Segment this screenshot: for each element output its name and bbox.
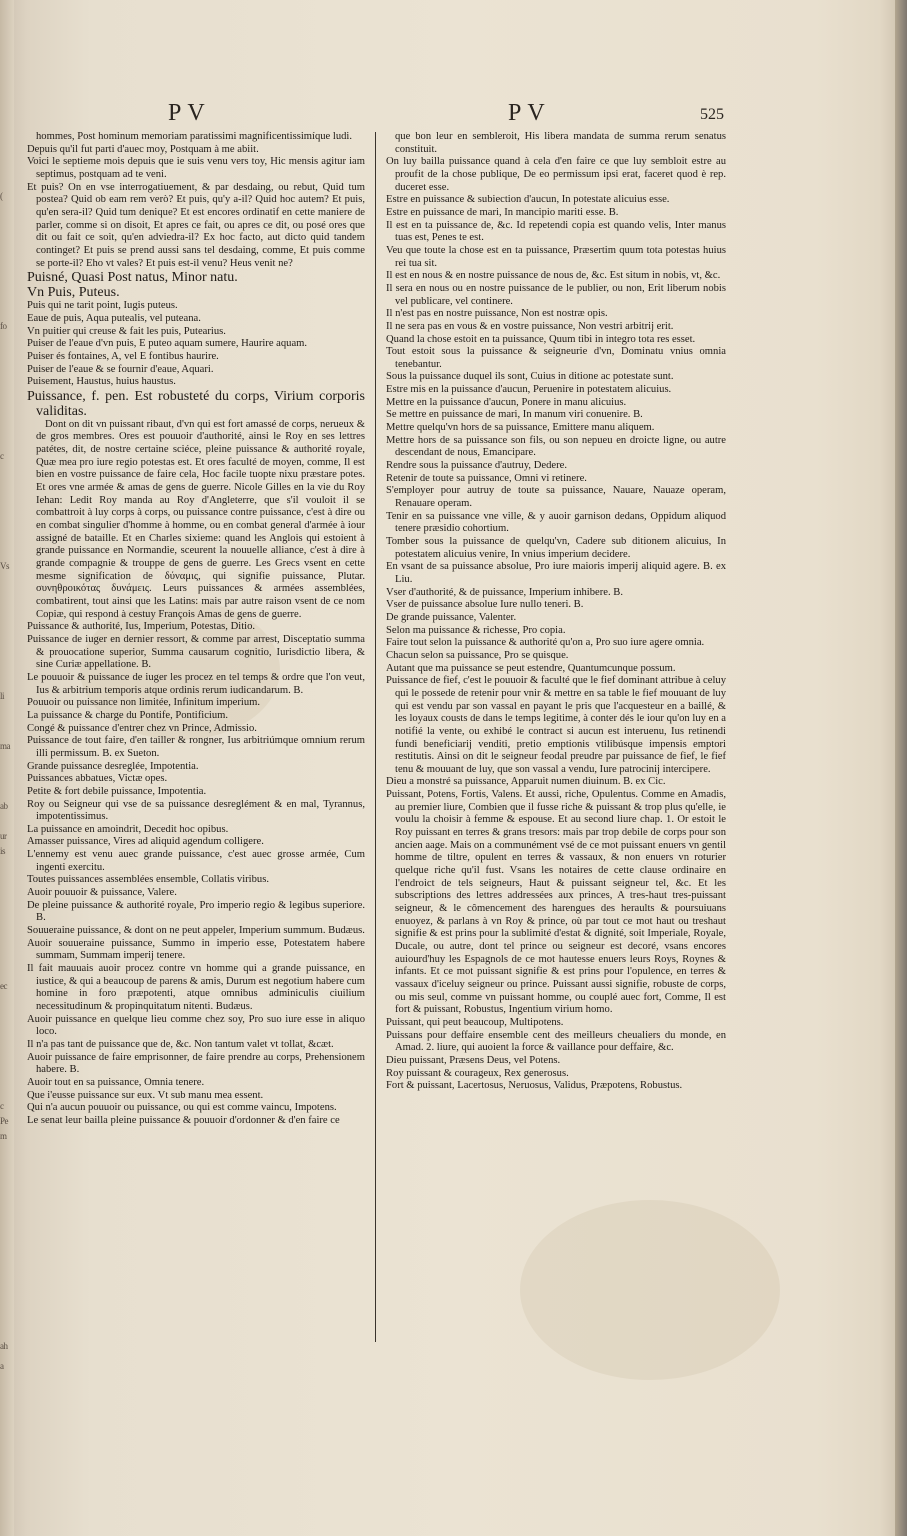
dictionary-entry: L'ennemy est venu auec grande puissance, c'est auec grosse armée, Cum ingenti exercitu.: [27, 849, 365, 873]
dictionary-entry: Quand la chose estoit en ta puissance, Quum tibi in integro tota res esset.: [386, 333, 696, 345]
dictionary-entry: Sous la puissance duquel ils sont, Cuius in ditione ac potestate sunt.: [386, 371, 674, 383]
dictionary-entry: Souueraine puissance, & dont on ne peut appeler, Imperium summum. Budæus.: [27, 925, 365, 937]
left-running-head: PV: [168, 100, 211, 126]
dictionary-entry: Auoir souueraine puissance, Summo in imperio esse, Potestatem habere summam, Summam imperij tenere.: [27, 937, 365, 962]
dictionary-entry: Puissance de tout faire, d'en tailler & rongner, Ius arbitriúmque omnium rerum illi permissum. B. ex Sueton.: [27, 735, 365, 759]
dictionary-entry: Puissance & authorité, Ius, Imperium, Potestas, Ditio.: [27, 621, 256, 633]
page-number: 525: [700, 106, 724, 123]
dictionary-entry: La puissance en amoindrit, Decedit hoc opibus.: [27, 823, 229, 835]
dictionary-entry: Congé & puissance d'entrer chez vn Prince, Admissio.: [27, 722, 257, 734]
dictionary-entry: S'employer pour autruy de toute sa puissance, Nauare, Nauaze operam, Renauare operam.: [386, 485, 726, 510]
dictionary-entry: Il fait mauuais auoir procez contre vn homme qui a grande puissance, en iustice, & qui a beaucoup de parens & amis, Durum est negotium habere cum homine in foro præpotenti, atque omnibus adminiculis ciuilium necessitudinum & propinquitatum nitenti. Budæus.: [27, 963, 365, 1012]
dictionary-entry: On luy bailla puissance quand à cela d'en faire ce que luy sembloit estre au proufit de la chose publique, De eo permissum ipsi erat, faceret quod è rep. duceret esse.: [386, 156, 726, 193]
bleed-fragment: a: [0, 1361, 4, 1371]
dictionary-entry: Fort & puissant, Lacertosus, Neruosus, Validus, Præpotens, Robustus.: [386, 1080, 683, 1092]
bleed-fragment: ma: [0, 741, 10, 751]
dictionary-entry: Roy puissant & courageux, Rex generosus.: [386, 1067, 569, 1079]
dictionary-entry: Puiser de l'eaue & se fournir d'eaue, Aquari.: [27, 363, 214, 375]
dictionary-entry: Et puis? On en vse interrogatiuement, & par desdaing, ou rebut, Quid tum postea? Quid ob eam rem verò? Et puis, qu'y a-il? Quid hoc autem? Et puis, qu'en sera-il? Quid tum denique? Et est encores ordinatif en cette maniere de parler, comme si on disoit, Et apres ce fait, ou apres ce dit, ou posé ores que dit ou fait ce soit, qu'en adviedra-il? Ex hoc facto, aut dicto quid tandem continget? Et puis se prend aussi sans tel desdaing, comme, Et puis comme se porte-il? Eho vt vales? Et puis est-il venu? Heus venit ne?: [27, 181, 365, 269]
dictionary-entry: Faire tout selon la puissance & authorité qu'on a, Pro suo iure agere omnia.: [386, 637, 705, 649]
dictionary-entry: Puissance de fief, c'est le pouuoir & faculté que le fief dominant attribue à celuy qui le possede de retenir pour vnir & mettre en sa table le fief mouuant de luy qui est vendu par son vassal en payant le pris que l'acquesteur en a baillé, & les loyaux cousts de dans le temps legitime, à conter dés le iour qu'on luy en a notifié la vente, ou exhibé le contract si aucun est interuenu, Ius retinendi fundi beneficiarij venditi, pretio emptionis vtilibúsque impensis emptori restitutis. Ainsi on dit le seigneur feodal preudre par puissance de fief, le fief tenu & mouuant de luy, que son vassal a vendu, Iure patrocinij intercipere.: [386, 675, 726, 775]
dictionary-entry: Puissance de iuger en dernier ressort, & comme par arrest, Disceptatio summa & prouocatione superior, Summa causarum cognitio, Iurisdictio libera, & sine Curiæ appellatione. B.: [27, 633, 365, 671]
dictionary-entry: hommes, Post hominum memoriam paratissimi magnificentissimíque ludi.: [36, 131, 353, 142]
dictionary-entry: De pleine puissance & authorité royale, Pro imperio regio & legibus superiore. B.: [27, 899, 365, 924]
dictionary-entry: que bon leur en sembleroit, His libera mandata de summa rerum senatus constituit.: [395, 131, 726, 155]
dictionary-entry: Auoir tout en sa puissance, Omnia tenere.: [27, 1076, 205, 1088]
bleed-fragment: Pe: [0, 1116, 8, 1126]
dictionary-entry: Puissant, qui peut beaucoup, Multipotens.: [386, 1016, 564, 1028]
dictionary-entry: Puissans pour deffaire ensemble cent des meilleurs cheualiers du monde, en Amad. 2. liure, qui auoient la force & vaillance pour deffaire, &c.: [386, 1029, 726, 1054]
dictionary-entry: Mettre quelqu'vn hors de sa puissance, Emittere manu aliquem.: [386, 422, 655, 434]
dictionary-entry: Auoir puissance de faire emprisonner, de faire prendre au corps, Prehensionem habere. B.: [27, 1051, 365, 1076]
dictionary-entry: Dont on dit vn puissant ribaut, d'vn qui est fort amassé de corps, nerueux & de gros membres. Ores est pouuoir d'authorité, ainsi le Roy en ses lettres patétes, dit, de nostre certaine sciéce, pleine puissance & authorité royale, Quæ mea pro iure regio potestas est. Et ores faculté de moyen, comme, Il est bien en vostre puissance de faire cela, Hoc facile tuopte nixu præstare potes. Et ores vne armée & amas de gens de guerre. Nicole Gilles en la vie du Roy Iehan: Ledit Roy manda au Roy d'Angleterre, que s'il vouloit il se combattroit à luy corps à corps, ou puissance contre puissance, c'est à dire ou en combat singulier d'homme à homme, ou en combat general d'armée à iour assigné de bataille. Et en Charles sixieme: quand les Anglois qui estoient à grande puissance en Normandie, sceurent la nouuelle alliance, c'est à dire à grande compagnie & trouppe de gens de guerre. Les Grecs vsent en cette mesme signification de δύναμις, qui signifie puissance, Plutar. συνηθροικότας δυνάμεις. Leurs puissances & armées assemblées, combatirent, tout ainsi que les Latins: mais par autre raison vsent de ce nom Copiæ, qui respond à cestuy François Amas de gens de guerre.: [36, 418, 365, 620]
dictionary-entry: Tout estoit sous la puissance & seigneurie d'vn, Dominatu vnius omnia tenebantur.: [386, 346, 726, 370]
bleed-fragment: ec: [0, 981, 7, 991]
dictionary-entry: Estre en puissance & subiection d'aucun, In potestate alicuius esse.: [386, 194, 670, 206]
dictionary-entry: Il est en nous & en nostre puissance de nous de, &c. Est situm in nobis, vt, &c.: [386, 270, 721, 282]
dictionary-entry: Eaue de puis, Aqua putealis, vel puteana.: [27, 312, 201, 324]
dictionary-entry: Vn puitier qui creuse & fait les puis, Putearius.: [27, 325, 226, 337]
dictionary-entry: Le senat leur bailla pleine puissance & pouuoir d'ordonner & d'en faire ce: [27, 1114, 340, 1126]
bleed-fragment: m: [0, 1131, 7, 1141]
bleed-fragment: is: [0, 846, 6, 856]
bleed-fragment: ah: [0, 1341, 8, 1351]
dictionary-entry: Auoir puissance en quelque lieu comme chez soy, Pro suo iure esse in aliquo loco.: [27, 1013, 365, 1038]
bleed-fragment: ur: [0, 831, 7, 841]
dictionary-entry: Il sera en nous ou en nostre puissance de le publier, ou non, Erit liberum nobis vel publicare, vel continere.: [386, 282, 726, 307]
bleed-fragment: (: [0, 191, 3, 201]
dictionary-entry: Dieu puissant, Præsens Deus, vel Potens.: [386, 1054, 561, 1066]
dictionary-entry: Puiser de l'eaue d'vn puis, E puteo aquam sumere, Haurire aquam.: [27, 338, 308, 350]
bleed-fragment: fo: [0, 321, 7, 331]
dictionary-entry: Amasser puissance, Vires ad aliquid agendum colligere.: [27, 836, 264, 848]
dictionary-entry: Autant que ma puissance se peut estendre, Quantumcunque possum.: [386, 662, 676, 674]
dictionary-entry: Mettre hors de sa puissance son fils, ou son nepueu en droicte ligne, ou autre descendant de nous, Emancipare.: [386, 434, 726, 459]
dictionary-entry: Chacun selon sa puissance, Pro se quisque.: [386, 649, 569, 661]
dictionary-entry: Vn Puis, Puteus.: [27, 285, 120, 301]
dictionary-entry: Veu que toute la chose est en ta puissance, Præsertim quum tota potestas huius rei tua sit.: [386, 244, 726, 269]
dictionary-entry: Puisement, Haustus, huius haustus.: [27, 376, 176, 388]
right-running-head: PV: [508, 100, 551, 126]
dictionary-entry: Estre en puissance de mari, In mancipio mariti esse. B.: [386, 206, 619, 218]
dictionary-entry: Auoir pouuoir & puissance, Valere.: [27, 887, 177, 899]
dictionary-entry: Selon ma puissance & richesse, Pro copia.: [386, 624, 566, 636]
dictionary-entry: Puissance, f. pen. Est robusteté du corps, Virium corporis validitas.: [27, 388, 365, 419]
dictionary-entry: Depuis qu'il fut parti d'auec moy, Postquam à me abiit.: [27, 143, 259, 155]
dictionary-entry: Estre mis en la puissance d'aucun, Peruenire in potestatem alicuius.: [386, 384, 672, 396]
dictionary-entry: Petite & fort debile puissance, Impotentia.: [27, 785, 207, 797]
running-header: [0, 100, 907, 130]
dictionary-entry: Vser d'authorité, & de puissance, Imperium inhibere. B.: [386, 586, 623, 598]
bleed-fragment: Vs: [0, 561, 10, 571]
dictionary-entry: Grande puissance desreglée, Impotentia.: [27, 760, 199, 772]
dictionary-entry: Retenir de toute sa puissance, Omni vi retinere.: [386, 472, 587, 484]
paper-stain: [520, 1200, 780, 1380]
dictionary-entry: Puissances abbatues, Victæ opes.: [27, 773, 168, 785]
dictionary-entry: Voici le septieme mois depuis que ie suis venu vers toy, Hic mensis agitur iam septimus, postquam ad te veni.: [27, 156, 365, 180]
column-divider: [375, 132, 376, 1342]
dictionary-entry: Pouuoir ou puissance non limitée, Infinitum imperium.: [27, 697, 261, 709]
dictionary-entry: Que i'eusse puissance sur eux. Vt sub manu mea essent.: [27, 1089, 264, 1101]
dictionary-entry: Mettre en la puissance d'aucun, Ponere in manu alicuius.: [386, 396, 627, 408]
bleed-fragment: ab: [0, 801, 8, 811]
bleed-fragment: c: [0, 1101, 4, 1111]
dictionary-entry: Il n'est pas en nostre puissance, Non est nostræ opis.: [386, 308, 608, 320]
dictionary-entry: Puis qui ne tarit point, Iugis puteus.: [27, 300, 178, 312]
dictionary-entry: Il n'a pas tant de puissance que de, &c. Non tantum valet vt tollat, &cæt.: [27, 1038, 334, 1050]
dictionary-entry: Puiser és fontaines, A, vel E fontibus haurire.: [27, 350, 219, 362]
bleed-fragment: c: [0, 451, 4, 461]
right-column: [386, 131, 726, 1093]
dictionary-entry: Il ne sera pas en vous & en vostre puissance, Non vestri arbitrij erit.: [386, 320, 674, 332]
dictionary-entry: En vsant de sa puissance absolue, Pro iure maioris imperij aliquid agere. B. ex Liu.: [386, 561, 726, 585]
dictionary-entry: Toutes puissances assemblées ensemble, Collatis viribus.: [27, 874, 269, 886]
dictionary-entry: Dieu a monstré sa puissance, Apparuit numen diuinum. B. ex Cic.: [386, 776, 666, 788]
gutter-shadow: [0, 0, 14, 1536]
dictionary-entry: Tenir en sa puissance vne ville, & y auoir garnison dedans, Oppidum aliquod tenere præsidio cohortium.: [386, 510, 726, 535]
bleed-fragment: li: [0, 691, 5, 701]
dictionary-entry: Rendre sous la puissance d'autruy, Dedere.: [386, 460, 567, 472]
left-column: [27, 131, 365, 1128]
dictionary-entry: Il est en ta puissance de, &c. Id repetendi copia est quando velis, Inter manus tuas est, Penes te est.: [386, 219, 726, 244]
dictionary-entry: Puissant, Potens, Fortis, Valens. Et aussi, riche, Opulentus. Comme en Amadis, au premier liure, Combien que il fusse riche & puissant & trop plus qu'elle, ie voulu la choisir à femme & espouse. Et au second liure chap. 1. Or estoit le Roy puissant en terres & grans tresors: mais par trop debile de corps pour son ancien aage. Mais on a communément vsé de ce mot puissant enuers vn gentil homme de tiltre, opulent en terres & vassaux, & non enuers vn roturier quelque riche qu'il fust. Vsans les notaires de cette clause ordinaire en l'endroict de tels seigneurs, Haut & puissant seigneur tel, &c. Et les subscriptions des lettres addressées aux princes, A tres-haut tres-puissant seigneur, & le cômencement des harengues des heraults & poursuiuans enuoyez, & parlans à vn Roy & prince, où par tout ce mot haut ou treshaut signifie & est prins pour la sublimité d'estat & dignité, soit Imperiale, Royale, Ducale, ou autre, dont tel prince ou seigneur est decoré, vsans encores auiourd'huy les Espagnols de ce mot hautesse enuers leurs Roys, Roynes & infants. Et ce mot puissant signifie & est prins pour l'opulence, en terres & vassaux d'iceluy seigneur ou prince. Puissant aussi signifie, robuste de corps, ou mis seul, comme vn puissant homme, ou couplé auec fort, Comme, Il est fort & puissant, Robustus, Ingentium virium homo.: [386, 789, 726, 1016]
dictionary-entry: Puisné, Quasi Post natus, Minor natu.: [27, 270, 238, 286]
dictionary-entry: Qui n'a aucun pouuoir ou puissance, ou qui est comme vaincu, Impotens.: [27, 1102, 337, 1114]
dictionary-entry: Tomber sous la puissance de quelqu'vn, Cadere sub ditionem alicuius, In potestatem alicuius venire, In vnius imperium decidere.: [386, 536, 726, 560]
dictionary-entry: Se mettre en puissance de mari, In manum viri conuenire. B.: [386, 409, 643, 421]
page-edge: [895, 0, 907, 1536]
dictionary-entry: Le pouuoir & puissance de iuger les procez en tel temps & ordre que l'on veut, Ius & arbitrium temporis atque ordinis rerum iudicandarum. B.: [27, 671, 365, 696]
dictionary-entry: La puissance & charge du Pontife, Pontificium.: [27, 709, 229, 721]
dictionary-entry: De grande puissance, Valenter.: [386, 611, 517, 623]
dictionary-entry: Roy ou Seigneur qui vse de sa puissance desreglément & en mal, Tyrannus, impotentissimus.: [27, 798, 365, 823]
dictionary-entry: Vser de puissance absolue Iure nullo teneri. B.: [386, 599, 584, 611]
